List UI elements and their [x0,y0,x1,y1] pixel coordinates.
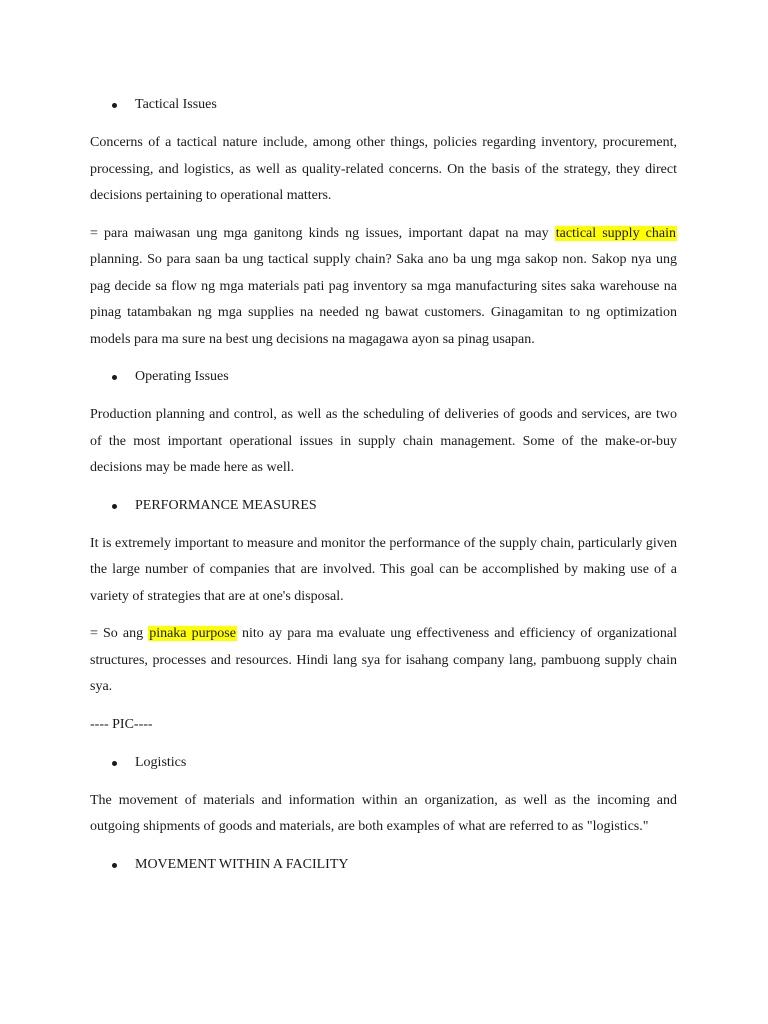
note-text: nito ay para ma evaluate ung effectiveness and efficiency of organizational structures, processes and resources. Hindi lang sya for isahang company lang, pambuong supply chain sya. [90,626,677,694]
bullet-dot-icon [112,504,117,509]
bullet-dot-icon [112,103,117,108]
bullet-logistics [90,750,677,776]
pic-marker: ---- PIC---- [90,716,153,732]
paragraph-tactical: Concerns of a tactical nature include, among other things, policies regarding inventory, procurement, processing, and logistics, as well as quality-related concerns. On the basis of the strategy, they direct decisions pertaining to operational matters. [90,135,677,203]
note-text: = So ang [90,626,149,641]
highlighted-text: tactical supply chain [555,225,676,241]
note-text: planning. So para saan ba ung tactical supply chain? Saka ano ba ung mga sakop non. Sakop nya ung pag decide sa flow ng mga materials pati pag inventory sa mga manufacturing sites saka warehouse na pinag tatambakan ng mga supplies na needed ng bawat customers. Ginagamitan to ng optimization models para ma sure na best ung decisions na magagawa ayon sa pinag usapan. [90,252,677,347]
bullet-dot-icon [112,863,117,868]
bullet-operating-issues [90,364,677,390]
bullet-label: Operating Issues [135,369,229,384]
note-text: = para maiwasan ung mga ganitong kinds ng issues, important dapat na may [90,225,555,241]
bullet-label: PERFORMANCE MEASURES [135,497,317,513]
bullet-movement-within-facility [90,852,677,878]
bullet-dot-icon [112,761,117,766]
bullet-label: Logistics [135,754,187,770]
paragraph-logistics: The movement of materials and information within an organization, as well as the incoming and outgoing shipments of goods and materials, are both examples of what are referred to as "logistics." [90,792,677,834]
bullet-performance-measures [90,493,677,519]
highlighted-text: pinaka purpose [149,626,236,641]
bullet-label: MOVEMENT WITHIN A FACILITY [135,856,349,872]
note-tactical [90,221,677,354]
paragraph-performance: It is extremely important to measure and monitor the performance of the supply chain, particularly given the large number of companies that are involved. This goal can be accomplished by making use of a variety of strategies that are at one's disposal. [90,535,677,604]
bullet-dot-icon [112,375,117,380]
bullet-label: Tactical Issues [135,97,217,112]
paragraph-operating: Production planning and control, as well as the scheduling of deliveries of goods and services, are two of the most important operational issues in supply chain management. Some of the make-or-buy decisions may be made here as well. [90,407,677,475]
note-performance [90,621,677,701]
bullet-tactical-issues [90,92,677,118]
